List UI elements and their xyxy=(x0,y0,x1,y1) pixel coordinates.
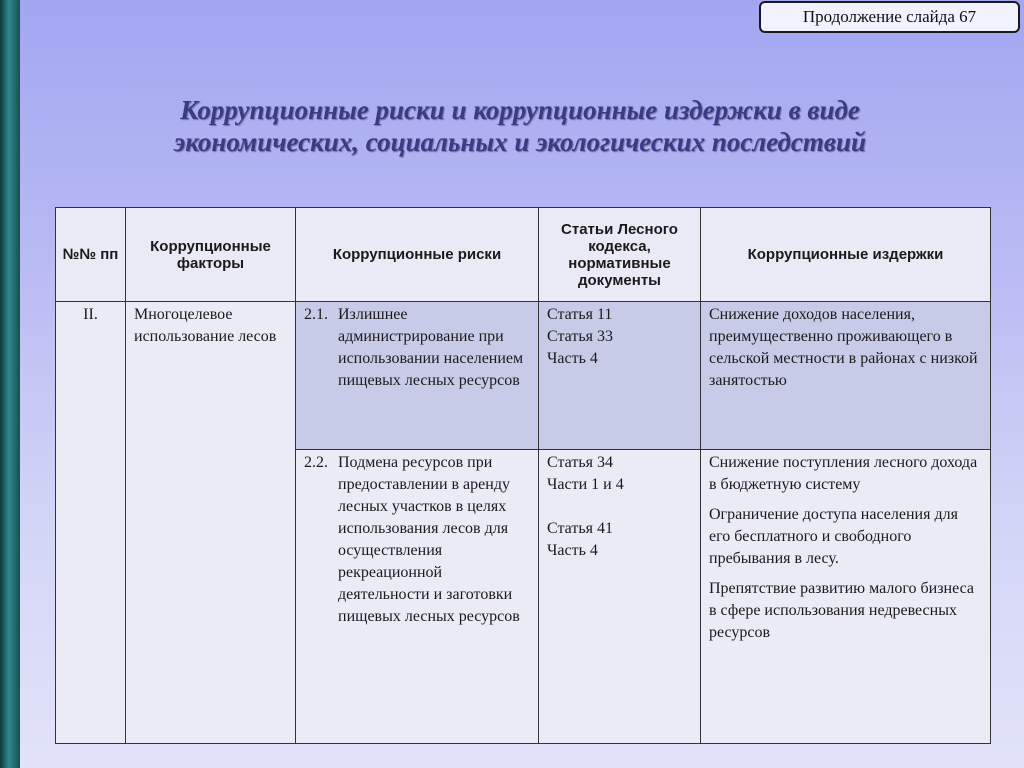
header-risks: Коррупционные риски xyxy=(296,208,539,302)
factor-cell xyxy=(126,302,296,744)
cost-text: Препятствие развитию малого бизнеса в сфере использования недревесных ресурсов xyxy=(709,580,975,641)
risk-cell xyxy=(296,450,539,744)
slide-reference-text: Продолжение слайда 67 xyxy=(802,7,977,26)
risk-text: Излишнее администрирование при использовании населением пищевых лесных ресурсов xyxy=(338,306,524,389)
cost-text: Снижение поступления лесного дохода в бюджетную систему xyxy=(709,454,978,493)
cost-cell xyxy=(701,302,991,450)
header-costs: Коррупционные издержки xyxy=(701,208,991,302)
title-line-1: Коррупционные риски и коррупционные издержки в виде xyxy=(180,95,860,125)
articles-cell xyxy=(539,302,701,450)
header-num: №№ пп xyxy=(56,208,126,302)
cost-text: Снижение доходов населения, преимущественно проживающего в сельской местности в районах с низкой занятостью xyxy=(709,306,978,389)
row-number: II. xyxy=(83,306,98,323)
table-row xyxy=(56,302,991,450)
article-item: Часть 4 xyxy=(547,350,598,367)
risk-text: Подмена ресурсов при предоставлении в аренду лесных участков в целях использования лесов для осуществления рекреационной деятельности и заготовки пищевых лесных ресурсов xyxy=(338,454,520,625)
title-line-2: экономических, социальных и экологических последствий xyxy=(173,127,866,157)
slide-title xyxy=(60,94,980,158)
left-accent-bar xyxy=(0,0,20,768)
factor-text: Многоцелевое использование лесов xyxy=(134,306,277,345)
article-item: Статья 33 xyxy=(547,328,613,345)
slide-reference-box xyxy=(759,1,1020,33)
cost-text: Ограничение доступа населения для его бесплатного и свободного пребывания в лесу. xyxy=(709,506,958,567)
header-row xyxy=(56,208,991,302)
header-articles: Статьи Лесного кодекса, нормативные документы xyxy=(539,208,701,302)
risk-number: 2.1. xyxy=(304,306,328,323)
article-item: Статья 11 xyxy=(547,306,613,323)
article-item: Части 1 и 4 xyxy=(547,476,624,493)
article-item: Статья 34 xyxy=(547,454,613,471)
risk-number: 2.2. xyxy=(304,454,328,471)
article-item: Часть 4 xyxy=(547,542,598,559)
header-factors: Коррупционные факторы xyxy=(126,208,296,302)
corruption-risks-table xyxy=(55,207,991,744)
article-spacer xyxy=(547,496,692,518)
article-item: Статья 41 xyxy=(547,520,613,537)
risk-cell xyxy=(296,302,539,450)
cost-cell xyxy=(701,450,991,744)
row-number-cell xyxy=(56,302,126,744)
articles-cell xyxy=(539,450,701,744)
